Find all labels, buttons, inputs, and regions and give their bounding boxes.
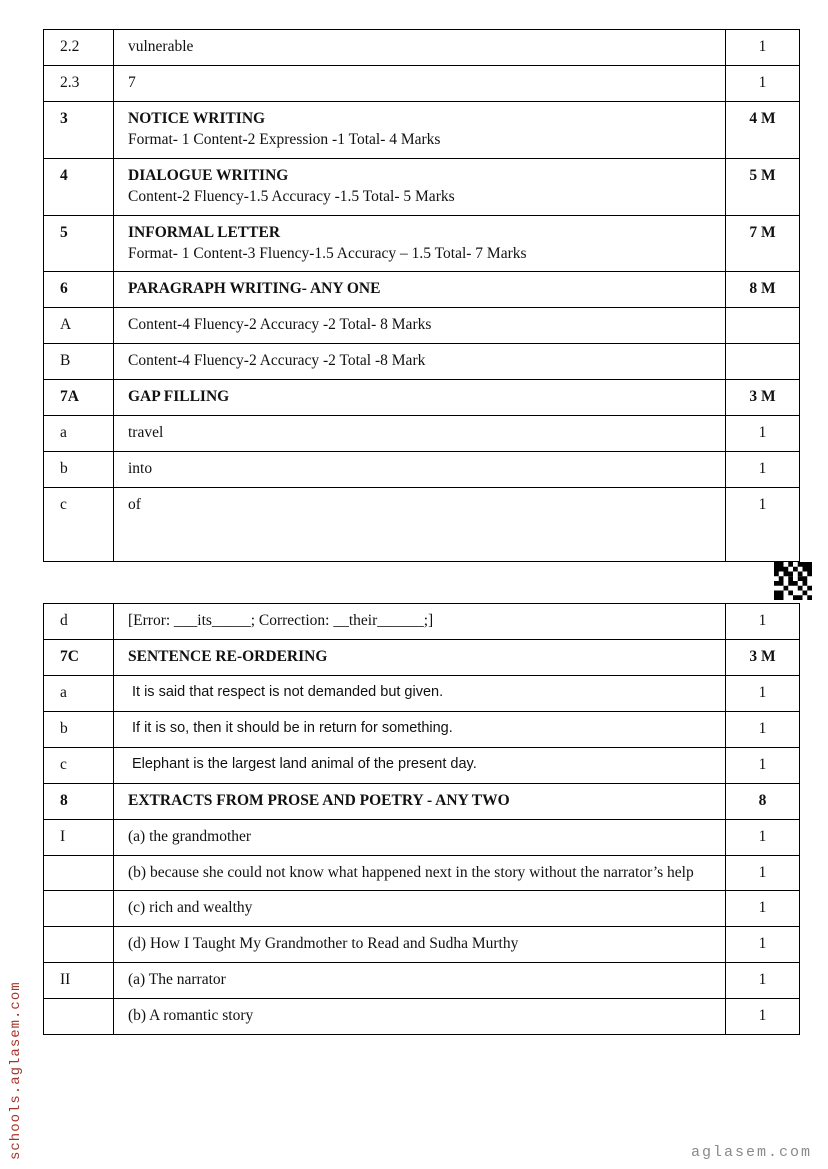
content-line: (a) the grandmother xyxy=(128,827,252,845)
content-line: EXTRACTS FROM PROSE AND POETRY - ANY TWO xyxy=(128,791,510,809)
content-line: If it is so, then it should be in return for something. xyxy=(132,719,453,736)
row-content xyxy=(114,820,726,855)
content-line: (a) The narrator xyxy=(128,971,226,989)
table-row xyxy=(44,855,799,891)
row-marks: 8 xyxy=(758,791,767,809)
table-row xyxy=(44,215,799,272)
table-row xyxy=(44,30,799,65)
table-row xyxy=(44,158,799,215)
content-line: vulnerable xyxy=(128,38,194,55)
row-content xyxy=(114,488,726,561)
table-row xyxy=(44,307,799,343)
row-number: c xyxy=(44,748,114,783)
row-marks: 7 M xyxy=(749,223,776,241)
row-content xyxy=(114,604,726,639)
content-line: GAP FILLING xyxy=(128,388,230,406)
content-line: Content-4 Fluency-2 Accuracy -2 Total -8 Mark xyxy=(128,352,426,370)
row-marks: 4 M xyxy=(749,109,776,127)
row-number: I xyxy=(44,820,114,855)
table-row xyxy=(44,819,799,855)
row-number: II xyxy=(44,963,114,998)
row-number: 7A xyxy=(44,380,114,415)
row-content xyxy=(114,66,726,101)
content-line: Content-2 Fluency-1.5 Accuracy -1.5 Total- 5 Marks xyxy=(128,187,455,205)
content-line: Elephant is the largest land animal of the present day. xyxy=(132,755,477,772)
row-number: A xyxy=(44,308,114,343)
row-number: d xyxy=(44,604,114,639)
content-line: (d) How I Taught My Grandmother to Read and Sudha Murthy xyxy=(128,935,519,953)
row-content xyxy=(114,891,726,926)
row-content xyxy=(114,272,726,307)
row-marks xyxy=(726,308,799,343)
row-marks: 1 xyxy=(758,935,767,953)
content-line: (b) A romantic story xyxy=(128,1007,254,1025)
row-content xyxy=(114,856,726,891)
marking-scheme-table-2 xyxy=(43,603,800,1035)
row-marks: 1 xyxy=(758,74,767,91)
row-number: 4 xyxy=(44,159,114,215)
row-marks: 1 xyxy=(758,1007,767,1025)
row-number: a xyxy=(44,676,114,711)
content-line: SENTENCE RE-ORDERING xyxy=(128,648,328,665)
row-number: b xyxy=(44,452,114,487)
row-marks: 3 M xyxy=(749,388,776,406)
content-line: into xyxy=(128,460,153,478)
table-row xyxy=(44,747,799,783)
row-number: 7C xyxy=(44,640,114,675)
row-number xyxy=(44,856,114,891)
table-row xyxy=(44,65,799,101)
row-marks: 1 xyxy=(758,495,767,513)
row-number: 3 xyxy=(44,102,114,158)
content-line: Content-4 Fluency-2 Accuracy -2 Total- 8 Marks xyxy=(128,316,432,334)
table-row xyxy=(44,675,799,711)
table-row xyxy=(44,639,799,675)
row-marks: 1 xyxy=(758,683,767,701)
row-marks: 1 xyxy=(758,827,767,845)
row-content xyxy=(114,963,726,998)
row-content xyxy=(114,676,726,711)
row-marks: 5 M xyxy=(749,166,776,184)
content-line: It is said that respect is not demanded but given. xyxy=(132,683,444,700)
table-row xyxy=(44,998,799,1034)
row-marks: 1 xyxy=(758,755,767,773)
table-row xyxy=(44,604,799,639)
content-line: NOTICE WRITING xyxy=(128,109,266,127)
row-content xyxy=(114,452,726,487)
row-marks: 1 xyxy=(758,38,767,55)
row-content xyxy=(114,380,726,415)
row-content xyxy=(114,999,726,1034)
row-marks: 1 xyxy=(758,863,767,881)
row-content xyxy=(114,159,726,215)
row-content xyxy=(114,216,726,272)
table-row xyxy=(44,379,799,415)
table-row xyxy=(44,487,799,561)
content-line: Format- 1 Content-3 Fluency-1.5 Accuracy – 1.5 Total- 7 Marks xyxy=(128,244,527,262)
row-marks: 8 M xyxy=(749,280,776,298)
row-content xyxy=(114,748,726,783)
row-number: 2.3 xyxy=(44,66,114,101)
table-row xyxy=(44,451,799,487)
content-line: INFORMAL LETTER xyxy=(128,223,281,241)
row-content xyxy=(114,308,726,343)
table-row xyxy=(44,783,799,819)
content-line: (c) rich and wealthy xyxy=(128,899,253,917)
row-marks: 1 xyxy=(758,719,767,737)
marking-scheme-table-1 xyxy=(43,29,800,562)
row-number: 8 xyxy=(44,784,114,819)
row-number: a xyxy=(44,416,114,451)
qr-code-icon xyxy=(774,562,812,600)
row-content xyxy=(114,344,726,379)
row-number xyxy=(44,927,114,962)
table-row xyxy=(44,101,799,158)
table-row xyxy=(44,711,799,747)
row-number: B xyxy=(44,344,114,379)
table-row xyxy=(44,271,799,307)
row-content xyxy=(114,102,726,158)
content-line: [Error: ___its_____; Correction: __their______;] xyxy=(128,612,434,629)
row-content xyxy=(114,712,726,747)
content-line: of xyxy=(128,495,141,513)
row-number: 6 xyxy=(44,272,114,307)
row-marks: 1 xyxy=(758,424,767,442)
row-content xyxy=(114,784,726,819)
row-number: 2.2 xyxy=(44,30,114,65)
row-marks: 1 xyxy=(758,460,767,478)
row-number: c xyxy=(44,488,114,561)
row-marks: 3 M xyxy=(749,648,776,665)
row-marks: 1 xyxy=(758,971,767,989)
content-line: 7 xyxy=(128,74,136,91)
row-content xyxy=(114,640,726,675)
content-line: Format- 1 Content-2 Expression -1 Total- 4 Marks xyxy=(128,130,441,148)
table-row xyxy=(44,343,799,379)
row-marks: 1 xyxy=(758,612,767,629)
table-row xyxy=(44,890,799,926)
row-number xyxy=(44,999,114,1034)
content-line: travel xyxy=(128,424,164,442)
content-line: (b) because she could not know what happened next in the story without the narrator’s help xyxy=(128,863,694,881)
row-number xyxy=(44,891,114,926)
table-row xyxy=(44,926,799,962)
footer-watermark: aglasem.com xyxy=(690,1144,812,1161)
side-watermark: schools.aglasem.com xyxy=(8,981,24,1160)
row-number: b xyxy=(44,712,114,747)
row-marks xyxy=(726,344,799,379)
row-number: 5 xyxy=(44,216,114,272)
table-row xyxy=(44,415,799,451)
row-content xyxy=(114,927,726,962)
row-content xyxy=(114,416,726,451)
row-content xyxy=(114,30,726,65)
content-line: PARAGRAPH WRITING- ANY ONE xyxy=(128,280,381,298)
content-line: DIALOGUE WRITING xyxy=(128,166,289,184)
row-marks: 1 xyxy=(758,899,767,917)
table-row xyxy=(44,962,799,998)
